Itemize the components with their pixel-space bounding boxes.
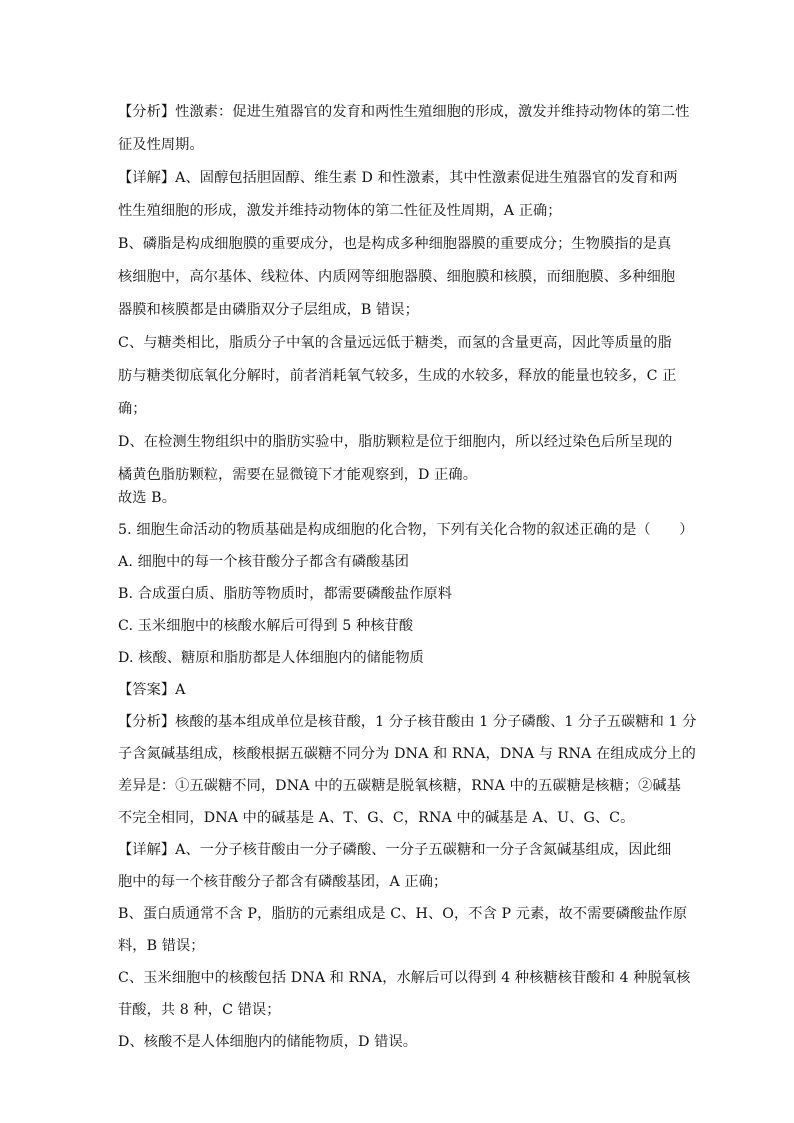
detail2-line-1: 【详解】A、一分子核苷酸由一分子磷酸、一分子五碳糖和一分子含氮碱基组成，因此细 [118,842,672,858]
analysis-line-1: 【分析】性激素：促进生殖器官的发育和两性生殖细胞的形成，激发并维持动物体的第二性 [118,104,690,120]
detail2-line-2: 胞中的每一个核苷酸分子都含有磷酸基团，A 正确； [118,874,448,890]
answer-line: 【答案】A [118,682,186,698]
analysis2-line-2: 子含氮碱基组成，核酸根据五碳糖不同分为 DNA 和 RNA，DNA 与 RNA 在组成成分上的 [118,746,696,762]
detail2-line-6: 苷酸，共 8 种，C 错误； [118,1002,281,1018]
analysis-line-2: 征及性周期。 [118,137,204,153]
analysis2-line-1: 【分析】核酸的基本组成单位是核苷酸，1 分子核苷酸由 1 分子磷酸、1 分子五碳糖和 1 分 [118,714,697,730]
question-5-stem: 5. 细胞生命活动的物质基础是构成细胞的化合物，下列有关化合物的叙述正确的是（ ） [118,522,694,538]
detail2-line-7: D、核酸不是人体细胞内的储能物质，D 错误。 [118,1034,418,1050]
option-a: A. 细胞中的每一个核苷酸分子都含有磷酸基团 [118,554,410,570]
detail-line-5: 器膜和核膜都是由磷脂双分子层组成，B 错误； [118,302,419,318]
detail2-line-3: B、蛋白质通常不含 P，脂肪的元素组成是 C、H、O，不含 P 元素，故不需要磷酸盐作原 [118,906,688,922]
detail-line-2: 性生殖细胞的形成，激发并维持动物体的第二性征及性周期，A 正确； [118,203,562,219]
option-d: D. 核酸、糖原和脂肪都是人体细胞内的储能物质 [118,650,424,666]
detail-line-1: 【详解】A、固醇包括胆固醇、维生素 D 和性激素，其中性激素促进生殖器官的发育和两 [118,170,678,186]
detail-line-4: 核细胞中，高尔基体、线粒体、内质网等细胞器膜、细胞膜和核膜，而细胞膜、多种细胞 [118,269,676,285]
detail2-line-5: C、玉米细胞中的核酸包括 DNA 和 RNA，水解后可以得到 4 种核糖核苷酸和 4 种脱氧核 [118,970,691,986]
detail-line-6: C、与糖类相比，脂质分子中氧的含量远远低于糖类，而氢的含量更高，因此等质量的脂 [118,335,672,351]
detail-line-9: D、在检测生物组织中的脂肪实验中，脂肪颗粒是位于细胞内，所以经过染色后所呈现的 [118,434,673,450]
choose-line: 故选 B。 [118,490,176,506]
analysis2-line-4: 不完全相同，DNA 中的碱基是 A、T、G、C，RNA 中的碱基是 A、U、G、C。 [118,810,635,826]
option-c: C. 玉米细胞中的核酸水解后可得到 5 种核苷酸 [118,618,414,634]
detail2-line-4: 料，B 错误； [118,938,205,954]
detail-line-10: 橘黄色脂肪颗粒，需要在显微镜下才能观察到，D 正确。 [118,467,477,483]
detail-line-7: 肪与糖类彻底氧化分解时，前者消耗氧气较多，生成的水较多，释放的能量也较多，C 正 [118,368,677,384]
detail-line-8: 确； [118,401,147,417]
document-body [118,102,697,1053]
option-b: B. 合成蛋白质、脂肪等物质时，都需要磷酸盐作原料 [118,586,453,602]
analysis2-line-3: 差异是：①五碳糖不同，DNA 中的五碳糖是脱氧核糖，RNA 中的五碳糖是核糖；②碱基 [118,778,681,794]
detail-line-3: B、磷脂是构成细胞膜的重要成分，也是构成多种细胞器膜的重要成分；生物膜指的是真 [118,236,672,252]
